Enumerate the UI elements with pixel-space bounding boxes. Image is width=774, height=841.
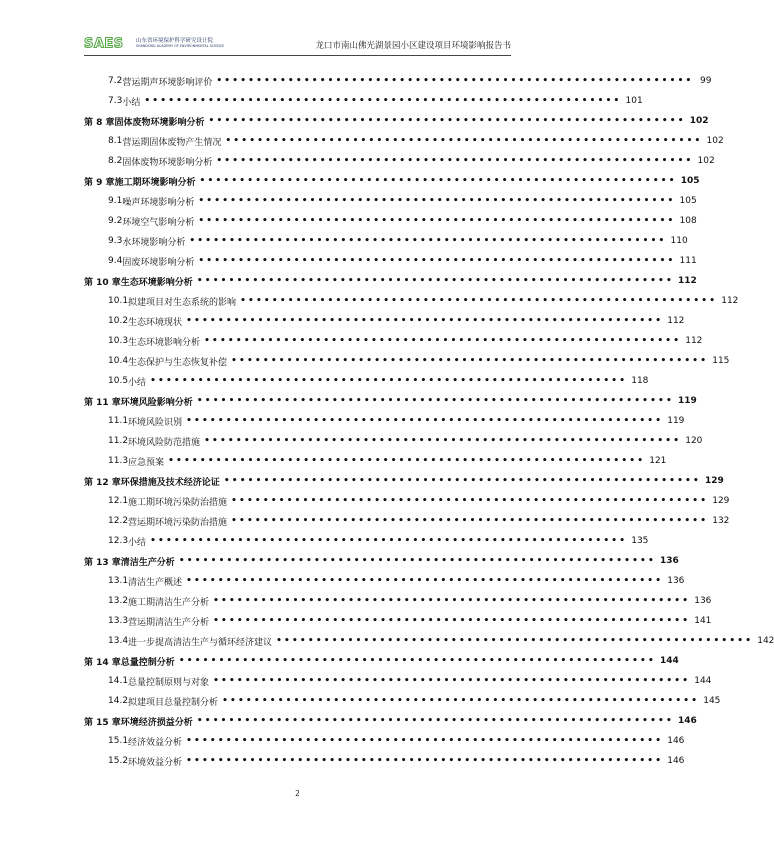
toc-section-row[interactable] xyxy=(84,353,730,369)
toc-entry-title: 清洁生产分析 xyxy=(120,557,175,568)
toc-chapter-row[interactable] xyxy=(84,713,697,729)
toc-entry-title: 固体废物环境影响分析 xyxy=(114,117,205,128)
toc-entry-page: 112 xyxy=(685,336,703,346)
toc-leader-dots: •••••••••••••••••••••••••••••••••••••••••••••••••••••••••••• xyxy=(186,736,664,746)
document-title: 龙口市南山佛光湖景园小区建设项目环境影响报告书 xyxy=(315,41,511,51)
toc-leader-dots: •••••••••••••••••••••••••••••••••••••••••••••••••••••••••••• xyxy=(199,176,677,186)
toc-entry-number: 10.1 xyxy=(108,296,129,306)
toc-section-row[interactable] xyxy=(84,733,685,749)
toc-entry-number: 10.5 xyxy=(108,376,129,386)
toc-leader-dots: •••••••••••••••••••••••••••••••••••••••••••••••••••••••••••• xyxy=(213,676,691,686)
toc-entry-number: 第 14 章 xyxy=(84,657,121,668)
toc-entry-title: 营运期固体废物产生情况 xyxy=(122,137,222,148)
toc-entry-title: 应急预案 xyxy=(128,457,165,468)
toc-section-row[interactable] xyxy=(84,593,712,609)
toc-entry-number: 10.4 xyxy=(108,356,129,366)
toc-entry-number: 15.1 xyxy=(108,736,129,746)
toc-entry-title: 营运期清洁生产分析 xyxy=(128,617,210,628)
toc-section-row[interactable] xyxy=(84,613,712,629)
toc-leader-dots: •••••••••••••••••••••••••••••••••••••••••••••••••••••••••••• xyxy=(216,156,694,166)
toc-section-row[interactable] xyxy=(84,573,685,589)
toc-leader-dots: •••••••••••••••••••••••••••••••••••••••••••••••••••••••••••• xyxy=(223,476,701,486)
toc-section-row[interactable] xyxy=(84,73,712,89)
toc-entry-number: 第 12 章 xyxy=(84,477,121,488)
toc-entry-page: 111 xyxy=(679,256,697,266)
toc-entry-number: 13.4 xyxy=(108,636,129,646)
toc-chapter-row[interactable] xyxy=(84,653,679,669)
toc-entry-title: 清洁生产概述 xyxy=(128,577,183,588)
toc-entry-number: 13.3 xyxy=(108,616,129,626)
toc-entry-title: 环境空气影响分析 xyxy=(122,217,195,228)
toc-entry-number: 第 8 章 xyxy=(84,117,115,128)
toc-section-row[interactable] xyxy=(84,493,730,509)
toc-chapter-row[interactable] xyxy=(84,473,724,489)
toc-section-row[interactable] xyxy=(84,133,724,149)
toc-entry-title: 总量控制原则与对象 xyxy=(128,677,210,688)
toc-entry-title: 水环境影响分析 xyxy=(122,237,186,248)
toc-entry-number: 11.3 xyxy=(108,456,129,466)
toc-entry-number: 7.3 xyxy=(108,96,123,106)
header-divider xyxy=(84,55,511,56)
toc-section-row[interactable] xyxy=(84,193,697,209)
toc-entry-title: 拟建项目对生态系统的影响 xyxy=(128,297,237,308)
toc-leader-dots: •••••••••••••••••••••••••••••••••••••••••••••••••••••••••••• xyxy=(196,396,674,406)
toc-section-row[interactable] xyxy=(84,413,685,429)
toc-entry-title: 固体废物环境影响分析 xyxy=(122,157,213,168)
toc-entry-number: 第 15 章 xyxy=(84,717,121,728)
toc-entry-page: 129 xyxy=(712,496,730,506)
toc-section-row[interactable] xyxy=(84,753,685,769)
toc-entry-title: 生态环境影响分析 xyxy=(120,277,193,288)
toc-leader-dots: •••••••••••••••••••••••••••••••••••••••••••••••••••••••••••• xyxy=(186,576,664,586)
toc-section-row[interactable] xyxy=(84,633,774,649)
toc-entry-title: 环境效益分析 xyxy=(128,757,183,768)
toc-entry-number: 第 9 章 xyxy=(84,177,115,188)
toc-entry-page: 144 xyxy=(659,656,679,666)
toc-entry-number: 7.2 xyxy=(108,76,123,86)
toc-entry-page: 112 xyxy=(721,296,739,306)
toc-entry-title: 施工期环境影响分析 xyxy=(114,177,196,188)
toc-section-row[interactable] xyxy=(84,513,730,529)
toc-entry-page: 135 xyxy=(631,536,649,546)
toc-leader-dots: •••••••••••••••••••••••••••••••••••••••••••••••••••••••••••• xyxy=(198,256,676,266)
toc-entry-number: 15.2 xyxy=(108,756,129,766)
toc-entry-page: 102 xyxy=(697,156,715,166)
toc-entry-title: 小结 xyxy=(122,97,141,108)
org-name-en: SHANDONG ACADEMY OF ENVIRONMENTAL SCIENCE xyxy=(136,44,225,48)
toc-entry-page: 136 xyxy=(659,556,679,566)
toc-entry-page: 146 xyxy=(677,716,697,726)
toc-leader-dots: •••••••••••••••••••••••••••••••••••••••••••••••••••••••••••• xyxy=(150,536,628,546)
toc-entry-page: 121 xyxy=(649,456,667,466)
toc-section-row[interactable] xyxy=(84,673,712,689)
toc-leader-dots: •••••••••••••••••••••••••••••••••••••••••••••••••••••••••••• xyxy=(178,556,656,566)
toc-leader-dots: •••••••••••••••••••••••••••••••••••••••••••••••••••••••••••• xyxy=(225,136,703,146)
toc-leader-dots: •••••••••••••••••••••••••••••••••••••••••••••••••••••••••••• xyxy=(198,216,676,226)
toc-entry-page: 115 xyxy=(712,356,730,366)
toc-entry-page: 108 xyxy=(679,216,697,226)
toc-section-row[interactable] xyxy=(84,293,739,309)
toc-entry-page: 129 xyxy=(704,476,724,486)
toc-entry-title: 施工期清洁生产分析 xyxy=(128,597,210,608)
toc-entry-title: 生态环境影响分析 xyxy=(128,337,201,348)
toc-leader-dots: •••••••••••••••••••••••••••••••••••••••••••••••••••••••••••• xyxy=(216,76,694,86)
toc-leader-dots: •••••••••••••••••••••••••••••••••••••••••••••••••••••••••••• xyxy=(150,376,628,386)
toc-leader-dots: •••••••••••••••••••••••••••••••••••••••••••••••••••••••••••• xyxy=(276,636,754,646)
toc-entry-title: 环境经济损益分析 xyxy=(120,717,193,728)
page-header xyxy=(84,34,511,54)
toc-entry-page: 142 xyxy=(757,636,774,646)
toc-entry-number: 第 11 章 xyxy=(84,397,121,408)
toc-leader-dots: •••••••••••••••••••••••••••••••••••••••••••••••••••••••••••• xyxy=(186,416,664,426)
toc-entry-page: 146 xyxy=(667,756,685,766)
toc-entry-title: 噪声环境影响分析 xyxy=(122,197,195,208)
toc-entry-page: 99 xyxy=(700,76,712,86)
toc-section-row[interactable] xyxy=(84,453,667,469)
toc-entry-number: 10.3 xyxy=(108,336,129,346)
toc-section-row[interactable] xyxy=(84,233,688,249)
toc-entry-number: 8.1 xyxy=(108,136,123,146)
toc-entry-page: 119 xyxy=(677,396,697,406)
toc-leader-dots: •••••••••••••••••••••••••••••••••••••••••••••••••••••••••••• xyxy=(204,436,682,446)
toc-entry-number: 12.1 xyxy=(108,496,129,506)
toc-entry-title: 经济效益分析 xyxy=(128,737,183,748)
toc-entry-number: 12.2 xyxy=(108,516,129,526)
toc-entry-number: 9.1 xyxy=(108,196,123,206)
page-number: 2 xyxy=(295,789,300,798)
toc-chapter-row[interactable] xyxy=(84,113,709,129)
toc-leader-dots: •••••••••••••••••••••••••••••••••••••••••••••••••••••••••••• xyxy=(198,196,676,206)
toc-entry-page: 112 xyxy=(677,276,697,286)
toc-entry-number: 9.4 xyxy=(108,256,123,266)
toc-entry-title: 环境风险防范措施 xyxy=(128,437,201,448)
toc-entry-number: 14.1 xyxy=(108,676,129,686)
toc-chapter-row[interactable] xyxy=(84,273,697,289)
toc-entry-page: 136 xyxy=(694,596,712,606)
toc-leader-dots: •••••••••••••••••••••••••••••••••••••••••••••••••••••••••••• xyxy=(186,756,664,766)
toc-entry-page: 112 xyxy=(667,316,685,326)
toc-section-row[interactable] xyxy=(84,693,721,709)
toc-entry-title: 营运期声环境影响评价 xyxy=(122,77,213,88)
toc-entry-page: 119 xyxy=(667,416,685,426)
toc-entry-number: 11.2 xyxy=(108,436,129,446)
toc-entry-page: 110 xyxy=(670,236,688,246)
toc-entry-title: 总量控制分析 xyxy=(120,657,175,668)
toc-chapter-row[interactable] xyxy=(84,173,700,189)
toc-entry-number: 第 10 章 xyxy=(84,277,121,288)
toc-entry-page: 145 xyxy=(703,696,721,706)
toc-leader-dots: •••••••••••••••••••••••••••••••••••••••••••••••••••••••••••• xyxy=(196,276,674,286)
toc-section-row[interactable] xyxy=(84,313,685,329)
org-name-cn: 山东省环境保护科学研究设计院 xyxy=(136,38,214,44)
toc-entry-title: 固废环境影响分析 xyxy=(122,257,195,268)
saes-logo-icon xyxy=(84,36,132,50)
toc-entry-number: 13.1 xyxy=(108,576,129,586)
toc-leader-dots: •••••••••••••••••••••••••••••••••••••••••••••••••••••••••••• xyxy=(186,316,664,326)
toc-entry-page: 141 xyxy=(694,616,712,626)
toc-leader-dots: •••••••••••••••••••••••••••••••••••••••••••••••••••••••••••• xyxy=(204,336,682,346)
toc-entry-title: 环境风险影响分析 xyxy=(120,397,193,408)
toc-entry-title: 小结 xyxy=(128,537,147,548)
toc-entry-number: 11.1 xyxy=(108,416,129,426)
toc-leader-dots: •••••••••••••••••••••••••••••••••••••••••••••••••••••••••••• xyxy=(231,516,709,526)
toc-entry-number: 第 13 章 xyxy=(84,557,121,568)
toc-chapter-row[interactable] xyxy=(84,553,679,569)
toc-entry-title: 营运期环境污染防治措施 xyxy=(128,517,228,528)
toc-entry-title: 进一步提高清洁生产与循环经济建议 xyxy=(128,637,273,648)
toc-section-row[interactable] xyxy=(84,433,703,449)
toc-section-row[interactable] xyxy=(84,373,649,389)
toc-entry-number: 8.2 xyxy=(108,156,123,166)
toc-section-row[interactable] xyxy=(84,153,715,169)
toc-leader-dots: •••••••••••••••••••••••••••••••••••••••••••••••••••••••••••• xyxy=(213,616,691,626)
toc-section-row[interactable] xyxy=(84,333,703,349)
toc-entry-page: 105 xyxy=(679,196,697,206)
toc-section-row[interactable] xyxy=(84,533,649,549)
toc-leader-dots: •••••••••••••••••••••••••••••••••••••••••••••••••••••••••••• xyxy=(168,456,646,466)
toc-entry-page: 136 xyxy=(667,576,685,586)
toc-entry-number: 12.3 xyxy=(108,536,129,546)
toc-entry-page: 132 xyxy=(712,516,730,526)
logo-lettering: SAES xyxy=(84,36,124,52)
toc-section-row[interactable] xyxy=(84,253,697,269)
toc-entry-page: 120 xyxy=(685,436,703,446)
toc-leader-dots: •••••••••••••••••••••••••••••••••••••••••••••••••••••••••••• xyxy=(213,596,691,606)
toc-leader-dots: •••••••••••••••••••••••••••••••••••••••••••••••••••••••••••• xyxy=(189,236,667,246)
toc-entry-number: 13.2 xyxy=(108,596,129,606)
toc-leader-dots: •••••••••••••••••••••••••••••••••••••••••••••••••••••••••••• xyxy=(222,696,700,706)
toc-entry-title: 环境风险识别 xyxy=(128,417,183,428)
toc-entry-title: 拟建项目总量控制分析 xyxy=(128,697,219,708)
toc-entry-number: 9.3 xyxy=(108,236,123,246)
toc-entry-page: 144 xyxy=(694,676,712,686)
toc-section-row[interactable] xyxy=(84,93,643,109)
toc-entry-title: 生态环境现状 xyxy=(128,317,183,328)
toc-entry-page: 146 xyxy=(667,736,685,746)
toc-leader-dots: •••••••••••••••••••••••••••••••••••••••••••••••••••••••••••• xyxy=(144,96,622,106)
toc-entry-number: 10.2 xyxy=(108,316,129,326)
toc-entry-title: 小结 xyxy=(128,377,147,388)
toc-leader-dots: •••••••••••••••••••••••••••••••••••••••••••••••••••••••••••• xyxy=(240,296,718,306)
toc-entry-number: 9.2 xyxy=(108,216,123,226)
toc-entry-page: 118 xyxy=(631,376,649,386)
toc-entry-title: 施工期环境污染防治措施 xyxy=(128,497,228,508)
toc-leader-dots: •••••••••••••••••••••••••••••••••••••••••••••••••••••••••••• xyxy=(196,716,674,726)
toc-entry-title: 生态保护与生态恢复补偿 xyxy=(128,357,228,368)
toc-chapter-row[interactable] xyxy=(84,393,697,409)
toc-entry-page: 105 xyxy=(680,176,700,186)
toc-entry-page: 102 xyxy=(689,116,709,126)
toc-leader-dots: •••••••••••••••••••••••••••••••••••••••••••••••••••••••••••• xyxy=(231,356,709,366)
toc-entry-page: 101 xyxy=(625,96,643,106)
toc-section-row[interactable] xyxy=(84,213,697,229)
toc-leader-dots: •••••••••••••••••••••••••••••••••••••••••••••••••••••••••••• xyxy=(178,656,656,666)
toc-leader-dots: •••••••••••••••••••••••••••••••••••••••••••••••••••••••••••• xyxy=(208,116,686,126)
toc-entry-number: 14.2 xyxy=(108,696,129,706)
toc-entry-title: 环保措施及技术经济论证 xyxy=(120,477,220,488)
toc-leader-dots: •••••••••••••••••••••••••••••••••••••••••••••••••••••••••••• xyxy=(231,496,709,506)
toc-entry-page: 102 xyxy=(706,136,724,146)
